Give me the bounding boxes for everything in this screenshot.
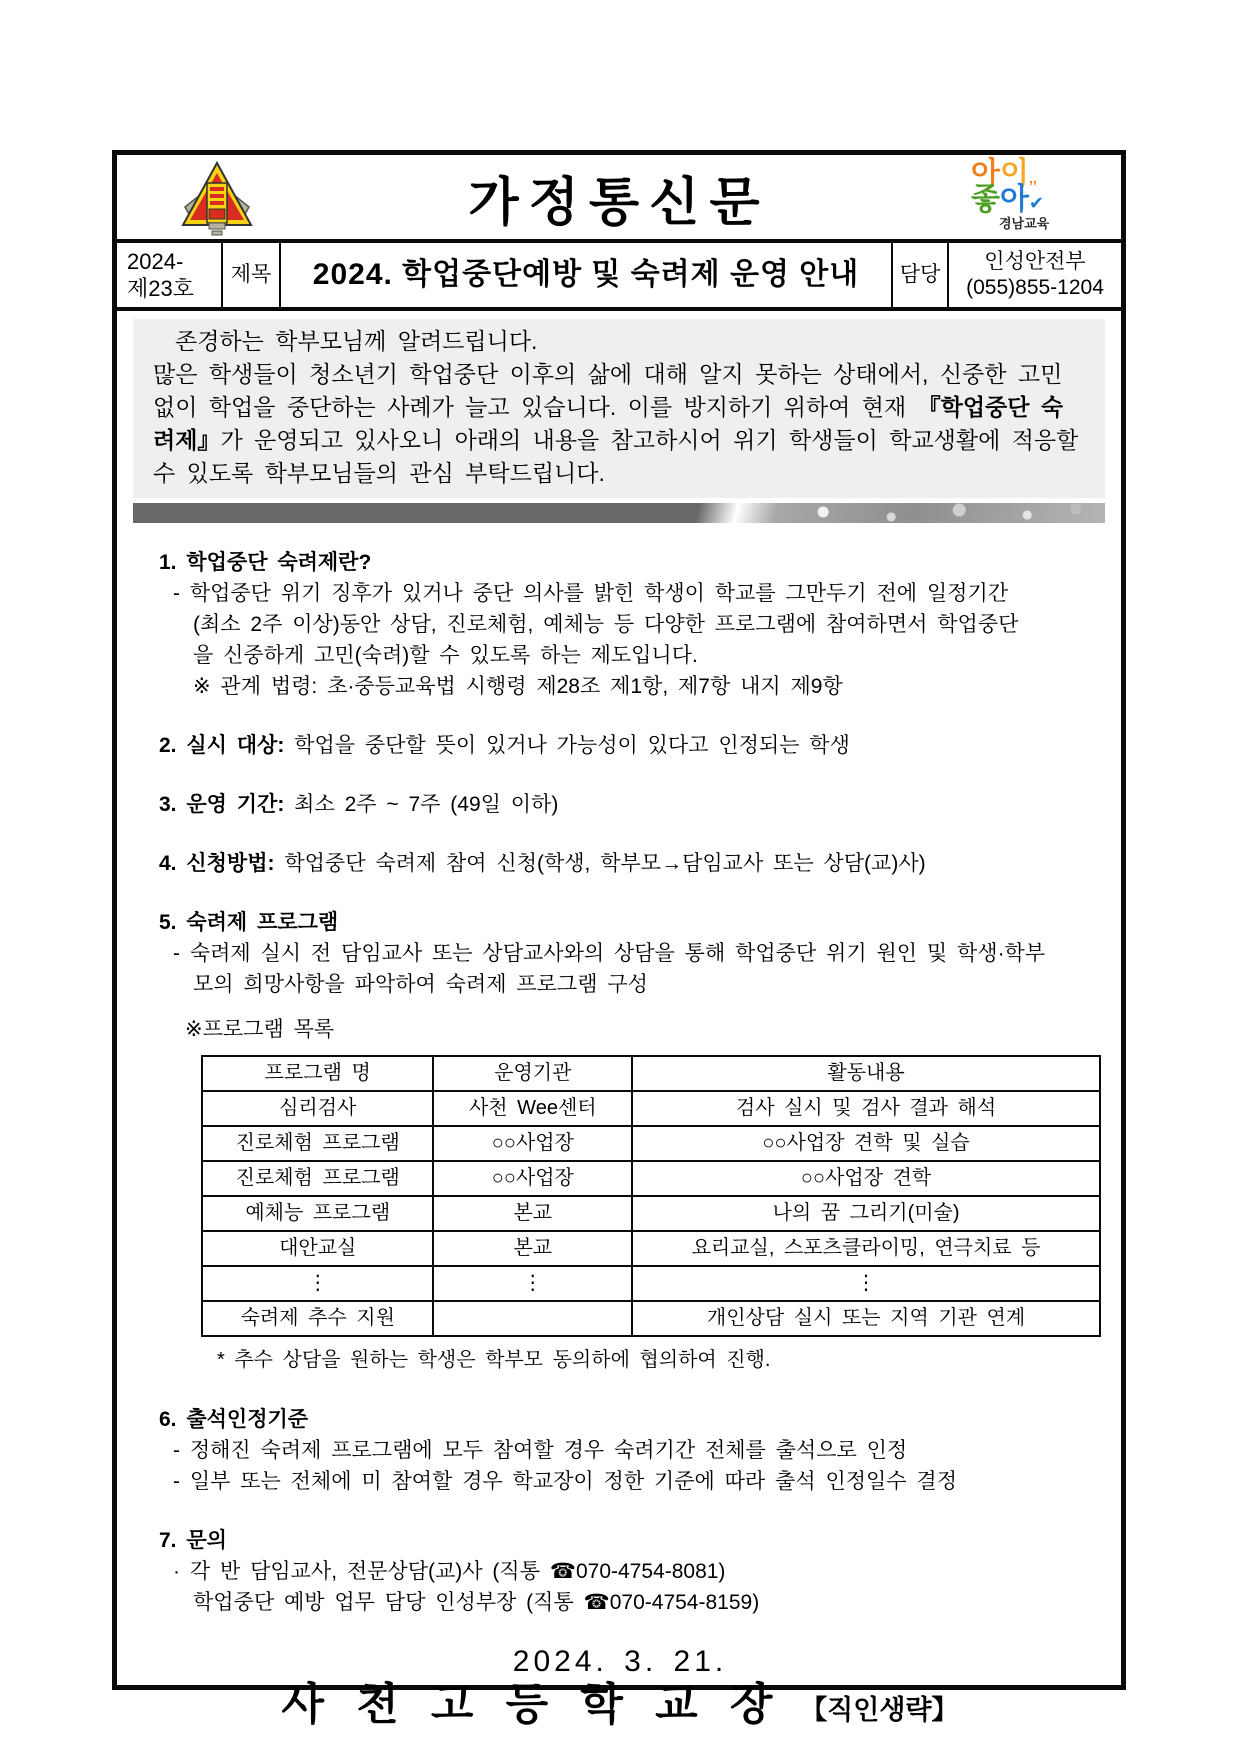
- table-cell: ⋮: [202, 1266, 433, 1301]
- column-header: 운영기관: [433, 1056, 632, 1091]
- table-cell: ⋮: [433, 1266, 632, 1301]
- table-cell: 본교: [433, 1196, 632, 1231]
- table-row: [202, 1301, 1100, 1336]
- section-4: [159, 848, 1081, 879]
- section-7-heading: 7. 문의: [159, 1529, 227, 1552]
- logo-text-line2: 좋아✔: [971, 183, 1045, 216]
- table-cell: ○○사업장 견학: [632, 1161, 1100, 1196]
- gyeongnam-education-logo: [971, 159, 1081, 230]
- section-2-text: 학업을 중단할 뜻이 있거나 가능성이 있다고 인정되는 학생: [294, 734, 850, 757]
- table-cell: 숙려제 추수 지원: [202, 1301, 433, 1336]
- document-header: [117, 155, 1121, 243]
- table-row: [202, 1196, 1100, 1231]
- section-7-line: · 각 반 담임교사, 전문상담(교)사 (직통 ☎070-4754-8081): [173, 1560, 726, 1583]
- table-cell: ○○사업장 견학 및 실습: [632, 1126, 1100, 1161]
- logo-text-line1: 아이,,: [971, 157, 1037, 190]
- table-cell: 사천 Wee센터: [433, 1091, 632, 1126]
- section-4-text: 학업중단 숙려제 참여 신청(학생, 학부모→담임교사 또는 상담(교)사): [284, 852, 926, 875]
- section-1-line: 을 신중하게 고민(숙려)할 수 있도록 하는 제도입니다.: [193, 644, 698, 667]
- program-table-label: ※프로그램 목록: [185, 1018, 335, 1041]
- table-cell: 개인상담 실시 또는 지역 기관 연계: [632, 1301, 1100, 1336]
- greeting-box: [133, 319, 1105, 498]
- manager-label-cell: [893, 243, 949, 307]
- table-cell: 검사 실시 및 검사 결과 해석: [632, 1091, 1100, 1126]
- table-cell: ○○사업장: [433, 1161, 632, 1196]
- section-3: [159, 789, 1081, 820]
- section-5: [159, 907, 1081, 1376]
- seal-omitted-note: 【직인생략】: [800, 1695, 959, 1725]
- section-2-heading: 2. 실시 대상:: [159, 734, 285, 757]
- table-row-ellipsis: [202, 1266, 1100, 1301]
- logo-caption: 경남교육: [999, 216, 1050, 231]
- document-number-cell: [117, 243, 223, 307]
- greeting-paragraph: [153, 358, 1085, 490]
- section-4-heading: 4. 신청방법:: [159, 852, 275, 875]
- table-row: [202, 1126, 1100, 1161]
- greeting-text-start: 많은 학생들이 청소년기 학업중단 이후의 삶에 대해 알지 못하는 상태에서, 신중한 고민 없이 학업을 중단하는 사례가 늘고 있습니다. 이를 방지하기 위하여 현재: [153, 361, 1063, 420]
- section-7-line: 학업중단 예방 업무 담당 인성부장 (직통 ☎070-4754-8159): [193, 1591, 760, 1614]
- subject-title: 2024. 학업중단예방 및 숙려제 운영 안내: [312, 258, 860, 292]
- section-1-line: ※ 관계 법령: 초·중등교육법 시행령 제28조 제1항, 제7항 내지 제9항: [193, 675, 843, 698]
- section-6-line: - 일부 또는 전체에 미 참여할 경우 학교장이 정한 기준에 따라 출석 인정일수 결정: [173, 1470, 957, 1493]
- school-emblem-icon: [179, 161, 255, 239]
- section-2: [159, 730, 1081, 761]
- document-number-top: 2024-: [127, 248, 184, 274]
- subject-title-cell: [281, 243, 893, 307]
- document-date: 2024. 3. 21.: [512, 1645, 728, 1678]
- section-1-line: - 학업중단 위기 징후가 있거나 중단 의사를 밝힌 학생이 학교를 그만두기 전에 일정기간: [173, 582, 1009, 605]
- table-cell: 진로체험 프로그램: [202, 1161, 433, 1196]
- table-row: [202, 1161, 1100, 1196]
- document-info-row: [117, 243, 1121, 311]
- section-3-heading: 3. 운영 기간:: [159, 793, 285, 816]
- manager-contact-cell: [949, 243, 1121, 307]
- greeting-intro: 존경하는 학부모님께 알려드립니다.: [175, 328, 538, 354]
- document-number-bottom: 제23호: [127, 276, 194, 301]
- program-table: [201, 1055, 1101, 1337]
- section-7: [159, 1525, 1081, 1618]
- table-cell: 요리교실, 스포츠클라이밍, 연극치료 등: [632, 1231, 1100, 1266]
- table-row: [202, 1091, 1100, 1126]
- section-3-text: 최소 2주 ~ 7주 (49일 이하): [294, 793, 559, 816]
- table-row: [202, 1231, 1100, 1266]
- section-6: [159, 1404, 1081, 1497]
- table-cell: 예체능 프로그램: [202, 1196, 433, 1231]
- table-cell: ⋮: [632, 1266, 1100, 1301]
- table-cell: 나의 꿈 그리기(미술): [632, 1196, 1100, 1231]
- newsletter-document: [112, 150, 1126, 1729]
- signature-line: [159, 1680, 1081, 1729]
- program-table-header-row: [202, 1056, 1100, 1091]
- subject-label: 제목: [230, 262, 272, 286]
- table-cell: 심리검사: [202, 1091, 433, 1126]
- section-1: [159, 547, 1081, 702]
- greeting-text-bold: 『학업중단 숙려제』: [153, 394, 1064, 453]
- page-title: 가정통신문: [468, 173, 770, 232]
- table-cell: ○○사업장: [433, 1126, 632, 1161]
- section-5-line: 모의 희망사항을 파악하여 숙려제 프로그램 구성: [193, 973, 648, 996]
- table-footnote: * 추수 상담을 원하는 학생은 학부모 동의하에 협의하여 진행.: [217, 1349, 771, 1371]
- subject-label-cell: [223, 243, 281, 307]
- table-cell: 진로체험 프로그램: [202, 1126, 433, 1161]
- manager-label: 담당: [899, 262, 941, 286]
- column-header: 프로그램 명: [202, 1056, 433, 1091]
- section-5-line: - 숙려제 실시 전 담임교사 또는 상담교사와의 상담을 통해 학업중단 위기 원인 및 학생·학부: [173, 942, 1046, 965]
- section-1-heading: 1. 학업중단 숙려제란?: [159, 551, 372, 574]
- document-body: [117, 523, 1121, 1728]
- table-cell: 대안교실: [202, 1231, 433, 1266]
- decorative-divider-bar: [133, 503, 1105, 523]
- principal-signature: 사 천 고 등 학 교 장: [281, 1680, 781, 1729]
- column-header: 활동내용: [632, 1056, 1100, 1091]
- greeting-text-end: 가 운영되고 있사오니 아래의 내용을 참고하시어 위기 학생들이 학교생활에 적응할 수 있도록 학부모님들의 관심 부탁드립니다.: [153, 427, 1079, 486]
- section-6-heading: 6. 출석인정기준: [159, 1408, 309, 1431]
- manager-department: 인성안전부: [984, 249, 1086, 273]
- manager-phone: (055)855-1204: [966, 276, 1104, 299]
- section-1-line: (최소 2주 이상)동안 상담, 진로체험, 예체능 등 다양한 프로그램에 참여하면서 학업중단: [193, 613, 1019, 636]
- table-cell: 본교: [433, 1231, 632, 1266]
- section-6-line: - 정해진 숙려제 프로그램에 모두 참여할 경우 숙려기간 전체를 출석으로 인정: [173, 1439, 908, 1462]
- table-cell: [433, 1301, 632, 1336]
- section-5-heading: 5. 숙려제 프로그램: [159, 911, 339, 934]
